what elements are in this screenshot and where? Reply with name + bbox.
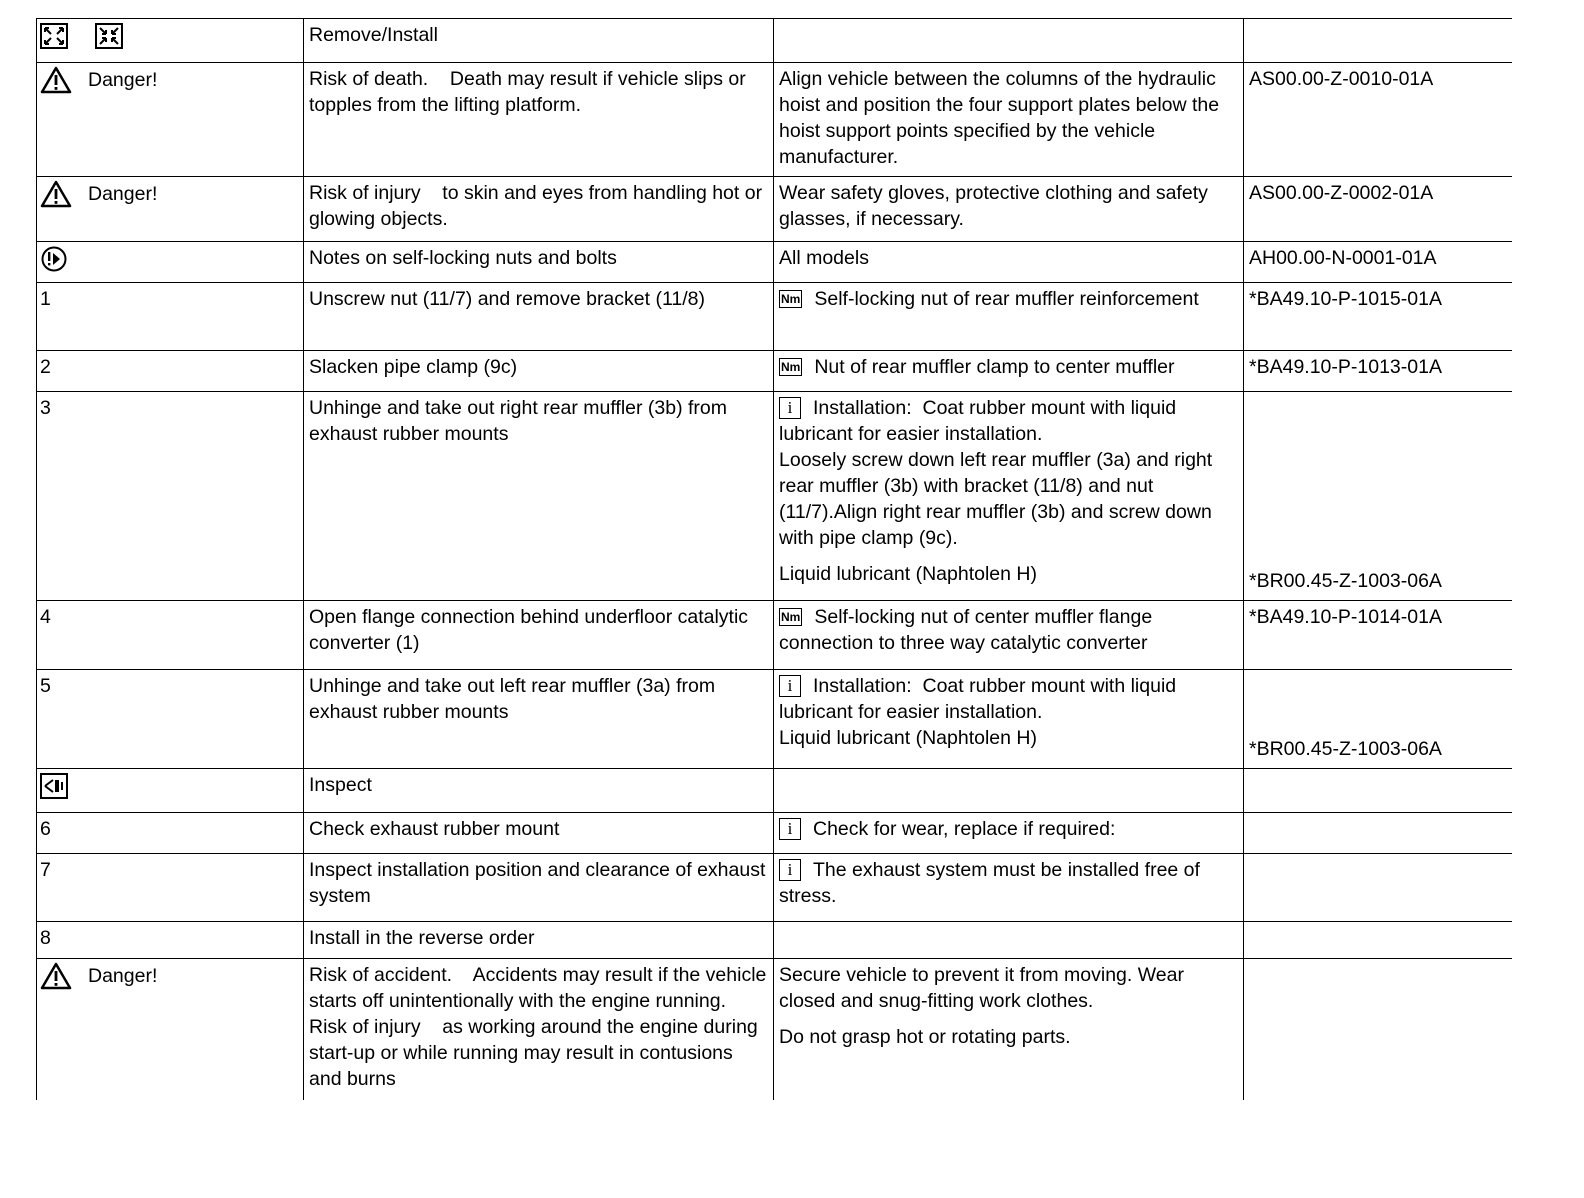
step-note [774, 769, 1244, 813]
step-number: 3 [37, 392, 304, 601]
step-reference: *BR00.45-Z-1003-06A [1244, 670, 1513, 769]
table-row [37, 392, 1513, 601]
info-icon: i [779, 818, 801, 840]
step-description: Slacken pipe clamp (9c) [304, 351, 774, 392]
step-reference: AS00.00-Z-0010-01A [1244, 63, 1513, 177]
table-row [37, 177, 1513, 242]
step-reference [1244, 813, 1513, 854]
warning-triangle-icon [40, 180, 72, 208]
step-description: Risk of injury to skin and eyes from handling hot or glowing objects. [304, 177, 774, 242]
step-note: All models [774, 242, 1244, 283]
info-icon: i [779, 675, 801, 697]
table-row [37, 922, 1513, 959]
step-number: 8 [37, 922, 304, 959]
step-description: Open flange connection behind underfloor catalytic converter (1) [304, 601, 774, 670]
step-note: i Check for wear, replace if required: [774, 813, 1244, 854]
table-row [37, 19, 1513, 63]
table-row [37, 769, 1513, 813]
torque-nm-icon: Nm [781, 360, 801, 374]
table-row [37, 351, 1513, 392]
step-description: Remove/Install [304, 19, 774, 63]
step-reference: *BR00.45-Z-1003-06A [1244, 392, 1513, 601]
step-note: Nm Self-locking nut of rear muffler reinforcement [774, 283, 1244, 351]
remove-icon [40, 23, 68, 49]
step-description: Install in the reverse order [304, 922, 774, 959]
step-description: Risk of death. Death may result if vehicle slips or topples from the lifting platform. [304, 63, 774, 177]
step-number: 4 [37, 601, 304, 670]
step-note [774, 19, 1244, 63]
table-row [37, 670, 1513, 769]
table-row [37, 601, 1513, 670]
table-row [37, 283, 1513, 351]
step-number: 7 [37, 854, 304, 922]
table-row [37, 813, 1513, 854]
danger-label: Danger! [88, 183, 158, 205]
notes-circle-icon [40, 246, 68, 272]
table-row [37, 854, 1513, 922]
torque-nm-icon: Nm [781, 610, 801, 624]
step-description: Notes on self-locking nuts and bolts [304, 242, 774, 283]
info-icon: i [779, 859, 801, 881]
step-number: 5 [37, 670, 304, 769]
table-row [37, 63, 1513, 177]
step-reference [1244, 854, 1513, 922]
repair-procedure-document [36, 18, 1512, 1100]
step-description: Inspect installation position and clearance of exhaust system [304, 854, 774, 922]
step-reference [1244, 769, 1513, 813]
step-description: Risk of accident. Accidents may result if the vehicle starts off unintentionally with the engine running. Risk of injury as working around the engine during start-up or while running may result in contusions and burns [304, 959, 774, 1101]
procedure-table [36, 18, 1512, 1100]
step-number: 1 [37, 283, 304, 351]
step-description: Inspect [304, 769, 774, 813]
step-note: i The exhaust system must be installed free of stress. [774, 854, 1244, 922]
install-icon [95, 23, 123, 49]
step-reference: *BA49.10-P-1013-01A [1244, 351, 1513, 392]
table-row [37, 242, 1513, 283]
step-reference [1244, 959, 1513, 1101]
step-reference [1244, 922, 1513, 959]
step-description: Unscrew nut (11/7) and remove bracket (11/8) [304, 283, 774, 351]
warning-triangle-icon [40, 66, 72, 94]
step-number: 2 [37, 351, 304, 392]
step-note: Nm Nut of rear muffler clamp to center muffler [774, 351, 1244, 392]
step-reference [1244, 19, 1513, 63]
warning-triangle-icon [40, 962, 72, 990]
step-note: i Installation: Coat rubber mount with liquid lubricant for easier installation. Loosely screw down left rear muffler (3a) and right rear muffler (3b) with bracket (11/8) and nut (11/7).Align right rear muffler (3b) and screw down with pipe clamp (9c). Liquid lubricant (Naphtolen H) [774, 392, 1244, 601]
step-number: 6 [37, 813, 304, 854]
step-note: Align vehicle between the columns of the hydraulic hoist and position the four support plates below the hoist support points specified by the vehicle manufacturer. [774, 63, 1244, 177]
step-note: i Installation: Coat rubber mount with liquid lubricant for easier installation. Liquid lubricant (Naphtolen H) [774, 670, 1244, 769]
step-note [774, 922, 1244, 959]
step-description: Unhinge and take out left rear muffler (3a) from exhaust rubber mounts [304, 670, 774, 769]
step-note: Nm Self-locking nut of center muffler flange connection to three way catalytic converter [774, 601, 1244, 670]
step-note: Secure vehicle to prevent it from moving. Wear closed and snug-fitting work clothes. Do not grasp hot or rotating parts. [774, 959, 1244, 1101]
step-reference: AH00.00-N-0001-01A [1244, 242, 1513, 283]
info-icon: i [779, 397, 801, 419]
step-description: Unhinge and take out right rear muffler (3b) from exhaust rubber mounts [304, 392, 774, 601]
torque-nm-icon: Nm [781, 292, 801, 306]
table-row [37, 959, 1513, 1101]
danger-label: Danger! [88, 69, 158, 91]
step-reference: AS00.00-Z-0002-01A [1244, 177, 1513, 242]
step-reference: *BA49.10-P-1014-01A [1244, 601, 1513, 670]
danger-label: Danger! [88, 965, 158, 987]
inspect-icon [40, 773, 68, 799]
step-reference: *BA49.10-P-1015-01A [1244, 283, 1513, 351]
step-note: Wear safety gloves, protective clothing and safety glasses, if necessary. [774, 177, 1244, 242]
step-description: Check exhaust rubber mount [304, 813, 774, 854]
